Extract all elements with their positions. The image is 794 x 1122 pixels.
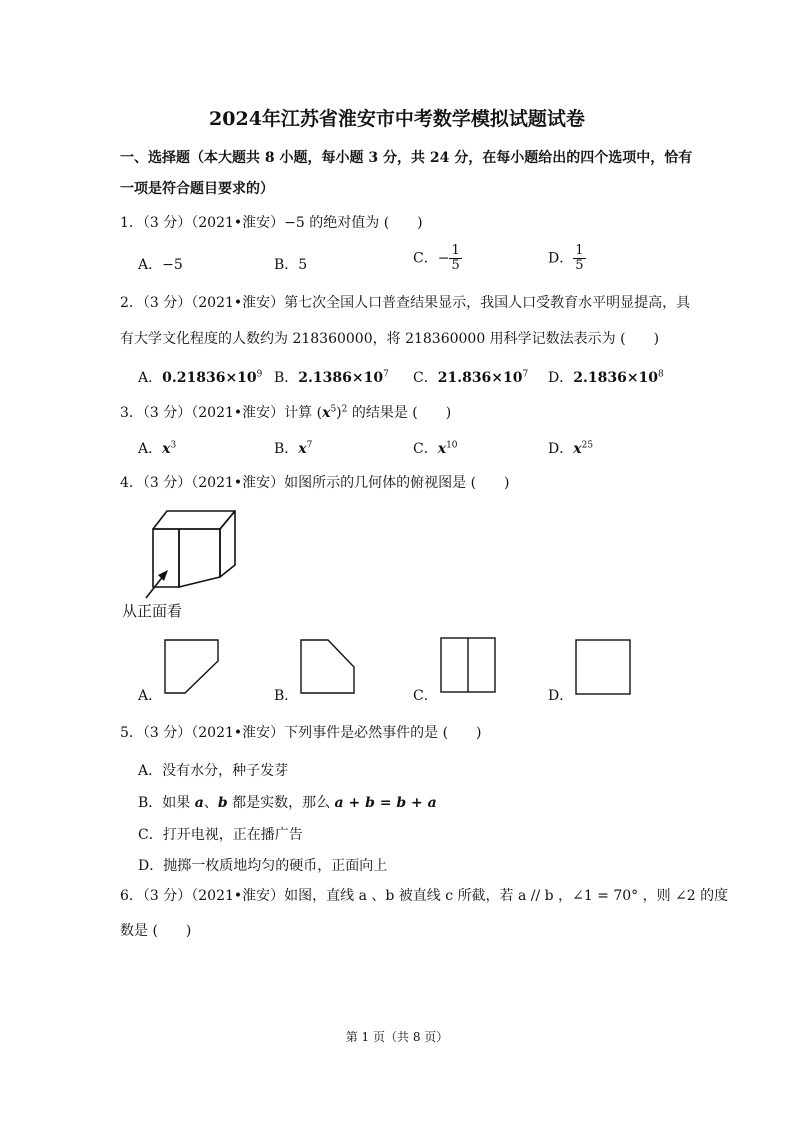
exponent: 8 [658, 369, 664, 380]
option-text: 、 [203, 795, 218, 811]
option-label: C． [413, 370, 438, 386]
option-value: 2.1386×10 [298, 370, 384, 386]
exponent: 7 [383, 369, 389, 380]
q4-option-c-label: C． [413, 688, 438, 704]
exponent: 7 [522, 369, 529, 380]
q3-option-c [413, 438, 458, 458]
option-value: 2.1836×10 [573, 370, 659, 386]
exponent: 2 [341, 404, 348, 415]
page-title: 2024年江苏省淮安市中考数学模拟试题试卷 [209, 108, 585, 130]
q5-option-c: C．打开电视，正在播广告 [138, 827, 303, 843]
q1-option-c-fraction [449, 244, 461, 273]
variable: x [162, 441, 171, 457]
q4-option-a-figure [164, 639, 220, 695]
q6-stem-line2: 数是 ( ) [120, 923, 192, 939]
q4-figure-caption: 从正面看 [122, 602, 183, 620]
exponent: 9 [256, 369, 263, 380]
exponent: 3 [170, 440, 177, 451]
q1-stem: 1．（3 分）（2021•淮安）−5 的绝对值为 ( ) [120, 215, 423, 231]
exponent: 25 [581, 440, 594, 451]
option-label: B． [274, 441, 299, 457]
q4-option-b-figure [300, 639, 356, 695]
stem-text: 3．（3 分）（2021•淮安）计算 ( [120, 405, 323, 421]
exponent: 7 [306, 440, 313, 451]
q1-option-b: B．5 [274, 257, 308, 273]
q1-option-c-sign: − [437, 250, 450, 267]
fraction-denominator: 5 [575, 258, 584, 273]
section-heading-line1: 一、选择题（本大题共 8 小题，每小题 3 分，共 24 分，在每小题给出的四个选项中，恰有 [120, 150, 693, 166]
side-face [220, 511, 235, 577]
option-label: B． [274, 370, 299, 386]
q5-option-b [138, 792, 437, 812]
stem-text: 的结果是 ( ) [347, 405, 452, 421]
variable: x [573, 441, 582, 457]
variable: b [217, 795, 228, 811]
q3-option-d [548, 438, 593, 458]
option-label: A． [138, 370, 163, 386]
section-heading-line2: 一项是符合题目要求的） [120, 181, 274, 197]
q6-stem-line1: 6．（3 分）（2021•淮安）如图，直线 a 、b 被直线 c 所截，若 a // b ，∠1 = 70° ，则 ∠2 的度 [120, 888, 729, 904]
option-label: C． [413, 441, 438, 457]
q4-solid-figure [140, 505, 250, 600]
option-value: 21.836×10 [437, 370, 523, 386]
variable: x [298, 441, 307, 457]
equation: a + b = b + a [334, 795, 437, 811]
q3-stem [120, 402, 451, 422]
q2-option-a [138, 367, 262, 387]
q4-option-c-figure [440, 637, 496, 693]
option-label: D． [548, 370, 574, 386]
fraction-numerator: 1 [451, 243, 460, 258]
variable: a [194, 795, 204, 811]
q1-option-d-label: D． [548, 250, 574, 267]
q5-option-d: D．抛掷一枚质地均匀的硬币，正面向上 [138, 858, 388, 874]
q2-stem-line1: 2．（3 分）（2021•淮安）第七次全国人口普查结果显示，我国人口受教育水平明显提高，具 [120, 295, 691, 311]
fraction-numerator: 1 [575, 243, 584, 258]
option-label: D． [548, 441, 574, 457]
variable: x [322, 405, 331, 421]
option-label: A． [138, 441, 163, 457]
q4-option-a-label: A． [138, 688, 163, 704]
q4-option-d-label: D． [548, 688, 574, 704]
q1-option-c-label: C． [413, 250, 438, 267]
exponent: 10 [446, 440, 458, 451]
option-text: B．如果 [138, 795, 195, 811]
q3-option-a [138, 438, 176, 458]
view-direction-arrow [146, 570, 168, 598]
option-value: 0.21836×10 [162, 370, 257, 386]
q1-option-d [548, 244, 586, 273]
q4-option-d-figure [575, 639, 631, 695]
option-text: 都是实数，那么 [227, 795, 335, 811]
q1-option-c [413, 244, 462, 273]
front-left-face [153, 529, 179, 587]
variable: x [437, 441, 447, 457]
exponent: 5 [330, 404, 337, 415]
front-right-face [179, 529, 220, 587]
q2-option-c [413, 367, 528, 387]
q5-option-a: A．没有水分，种子发芽 [138, 763, 289, 779]
q1-option-a: A．−5 [138, 257, 183, 273]
q4-option-b-label: B． [274, 688, 299, 704]
stem-text: ) [336, 405, 342, 421]
q1-option-d-fraction [573, 244, 585, 273]
q2-option-d [548, 367, 664, 387]
q3-option-b [274, 438, 312, 458]
page-footer: 第 1 页（共 8 页） [345, 1030, 449, 1044]
q5-stem: 5．（3 分）（2021•淮安）下列事件是必然事件的是 ( ) [120, 725, 482, 741]
fraction-denominator: 5 [451, 258, 460, 273]
q2-option-b [274, 367, 389, 387]
q2-stem-line2: 有大学文化程度的人数约为 218360000，将 218360000 用科学记数法表示为 ( ) [120, 331, 660, 347]
q4-stem: 4．（3 分）（2021•淮安）如图所示的几何体的俯视图是 ( ) [120, 475, 510, 491]
